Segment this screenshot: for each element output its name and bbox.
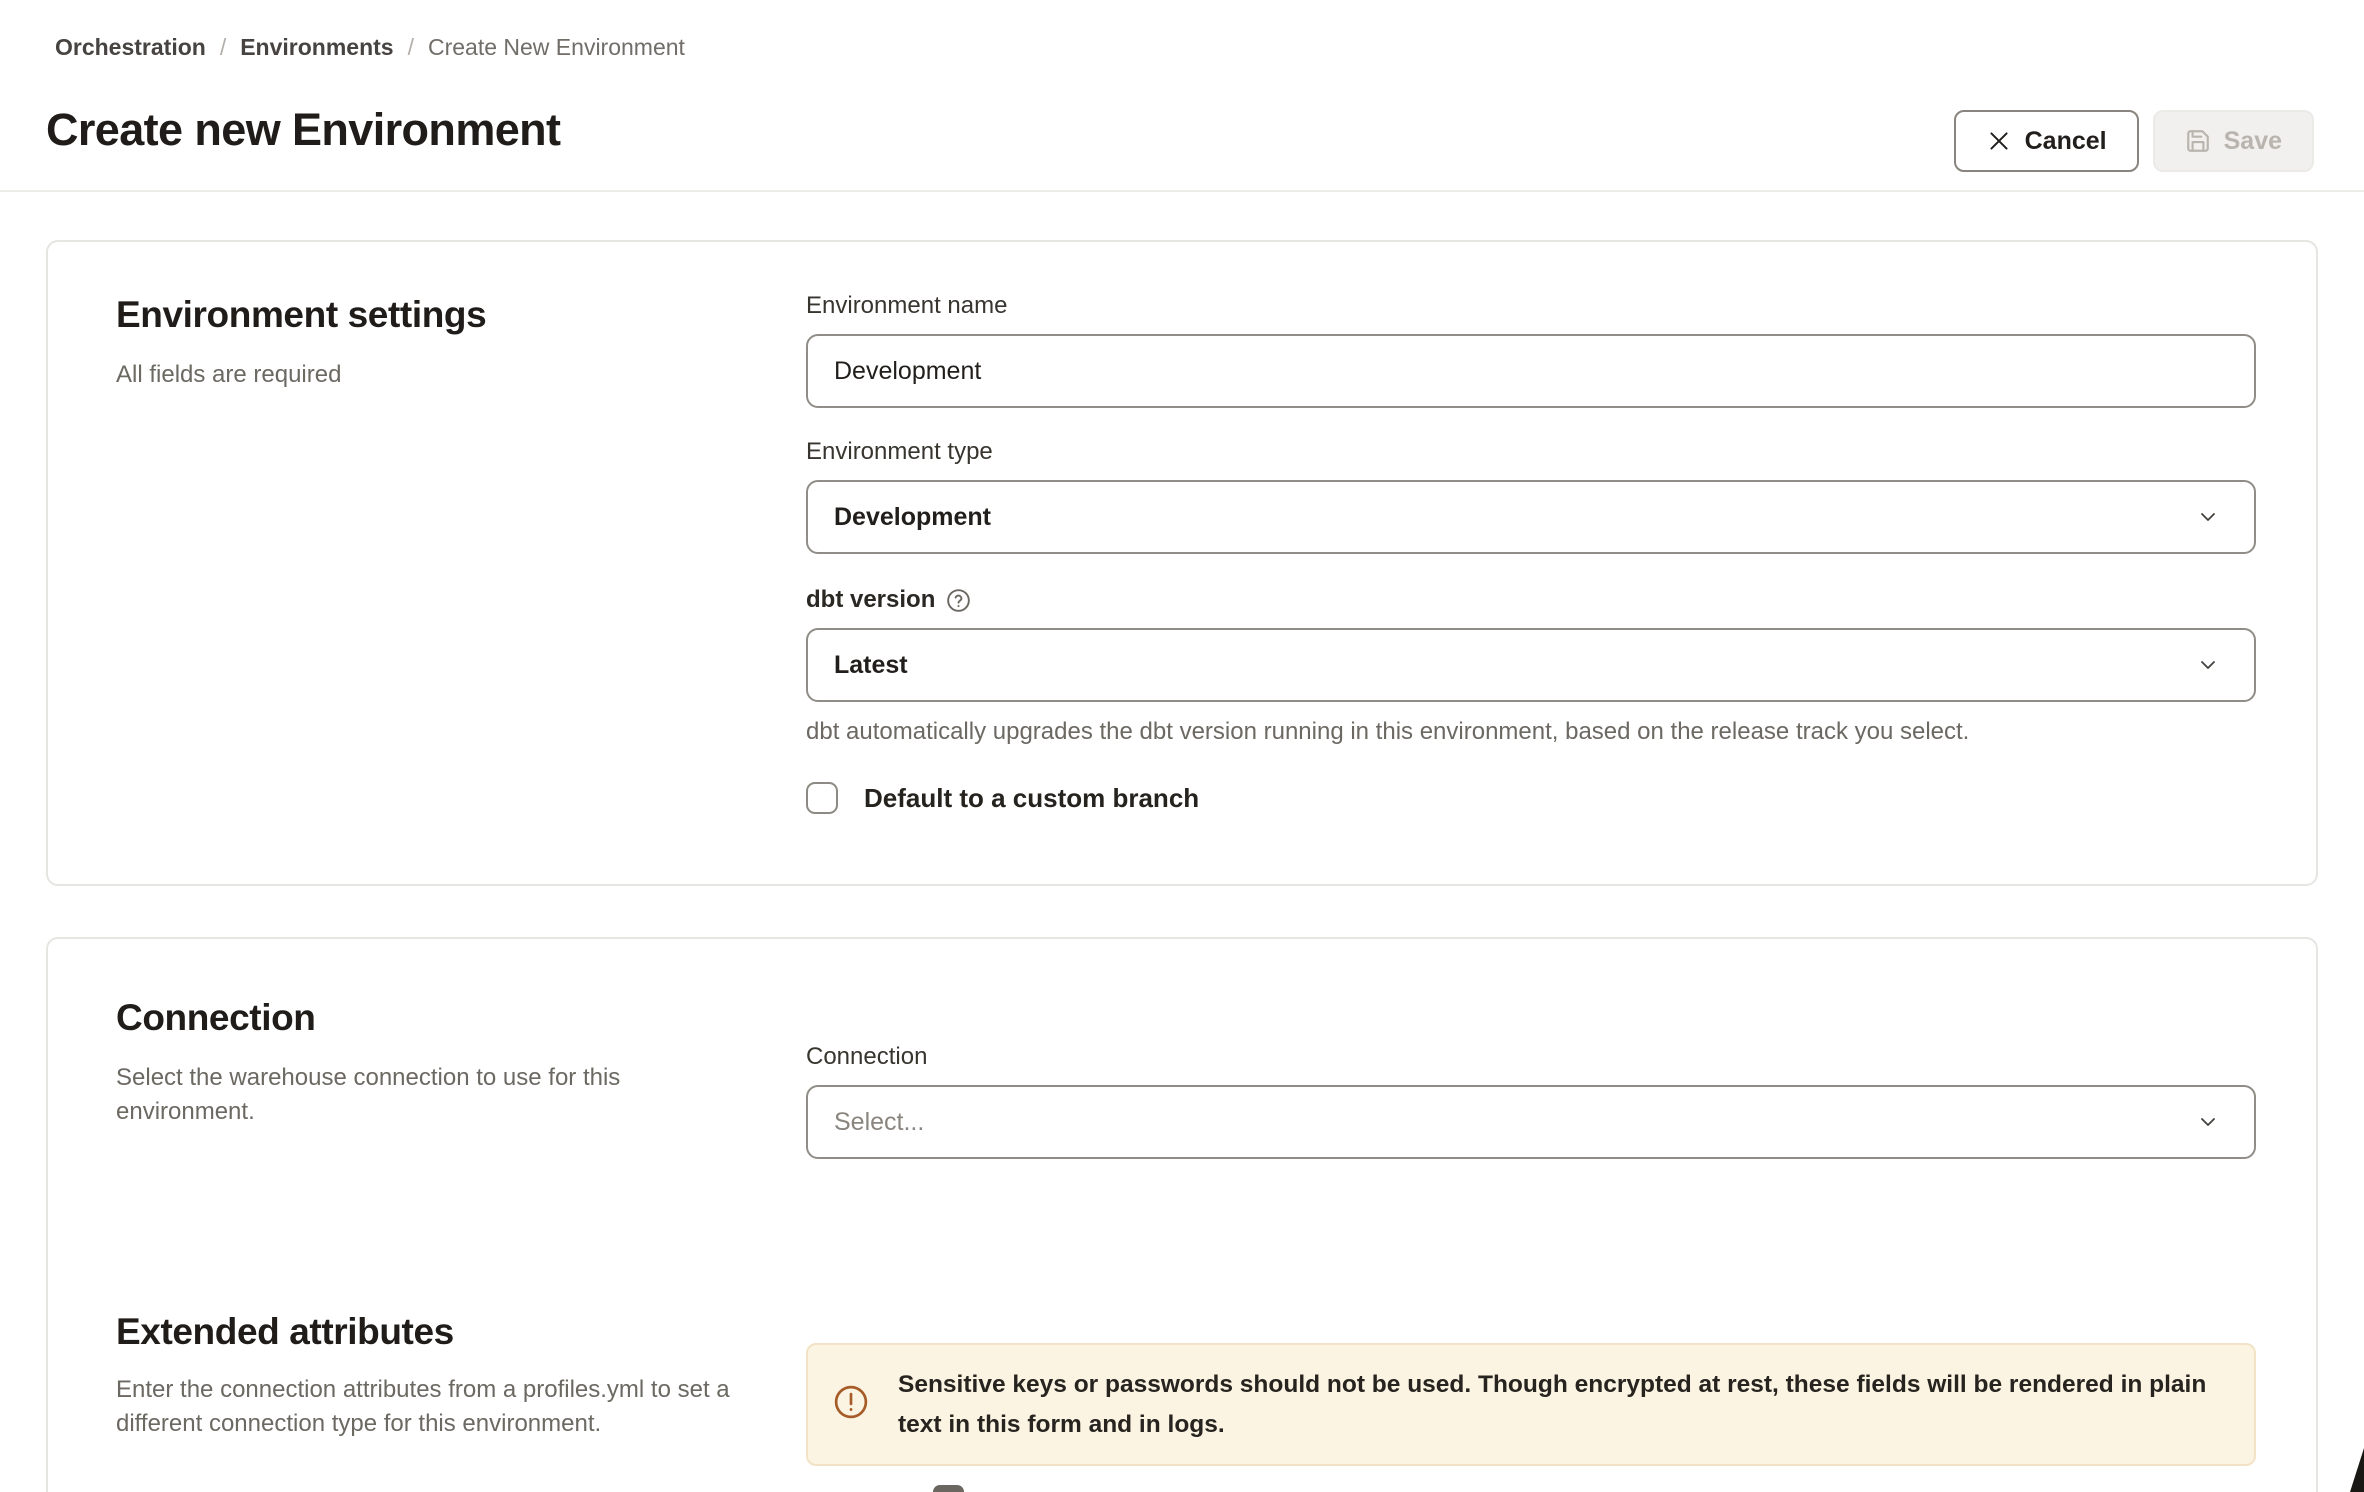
chevron-down-icon	[2196, 505, 2228, 529]
dbt-version-label-text: dbt version	[806, 586, 936, 613]
breadcrumb-separator: /	[219, 34, 227, 60]
environment-type-field	[806, 438, 2256, 554]
cancel-button-label: Cancel	[2024, 126, 2107, 155]
custom-branch-label: Default to a custom branch	[864, 782, 1200, 813]
dbt-version-select[interactable]	[806, 628, 2256, 702]
save-icon	[2185, 128, 2211, 154]
chevron-down-icon	[2196, 653, 2228, 677]
dbt-version-label	[806, 586, 2256, 614]
environment-name-label: Environment name	[806, 292, 1008, 319]
breadcrumb	[55, 34, 685, 61]
custom-branch-checkbox[interactable]	[806, 782, 838, 814]
breadcrumb-separator: /	[407, 34, 414, 60]
dbt-version-value: Latest	[834, 650, 908, 679]
warning-icon	[832, 1383, 870, 1426]
close-icon	[1986, 128, 2012, 154]
connection-label: Connection	[806, 1043, 928, 1070]
cancel-button[interactable]	[1954, 110, 2139, 172]
extended-attributes-title: Extended attributes	[116, 1311, 454, 1352]
custom-branch-row[interactable]	[806, 782, 2256, 814]
dbt-version-helper: dbt automatically upgrades the dbt version running in this environment, based on the release track you select.	[806, 718, 1970, 745]
connection-subtitle: Select the warehouse connection to use for this environment.	[116, 1064, 621, 1125]
environment-settings-subtitle: All fields are required	[116, 361, 342, 388]
environment-type-select[interactable]	[806, 480, 2256, 554]
environment-type-value: Development	[834, 502, 991, 531]
breadcrumb-environments[interactable]: Environments	[240, 34, 394, 60]
chevron-down-icon	[2196, 1110, 2228, 1134]
partial-element	[933, 1485, 964, 1492]
connection-select[interactable]	[806, 1085, 2256, 1159]
header-divider	[0, 190, 2364, 192]
help-icon[interactable]	[945, 587, 972, 614]
connection-card	[46, 937, 2318, 1492]
save-button[interactable]	[2153, 110, 2314, 172]
breadcrumb-current-page: Create New Environment	[427, 34, 685, 60]
environment-settings-card	[46, 240, 2318, 886]
environment-name-input[interactable]	[806, 334, 2256, 408]
environment-type-label: Environment type	[806, 438, 993, 465]
header-actions	[1954, 110, 2314, 172]
environment-settings-title: Environment settings	[116, 294, 487, 335]
dbt-version-field	[806, 586, 2256, 746]
connection-placeholder: Select...	[834, 1107, 925, 1136]
connection-field	[806, 1043, 2256, 1159]
connection-title: Connection	[116, 997, 316, 1038]
warning-text: Sensitive keys or passwords should not be used. Though encrypted at rest, these fields will be rendered in plain text in this form and in logs.	[898, 1371, 2207, 1438]
mouse-cursor	[2350, 1448, 2364, 1492]
sensitive-keys-warning	[806, 1343, 2256, 1466]
extended-attributes-subtitle: Enter the connection attributes from a profiles.yml to set a different connection type for this environment.	[116, 1376, 730, 1437]
save-button-label: Save	[2223, 126, 2282, 155]
breadcrumb-orchestration[interactable]: Orchestration	[55, 34, 206, 60]
environment-name-field	[806, 292, 2256, 408]
page-title: Create new Environment	[46, 104, 561, 155]
